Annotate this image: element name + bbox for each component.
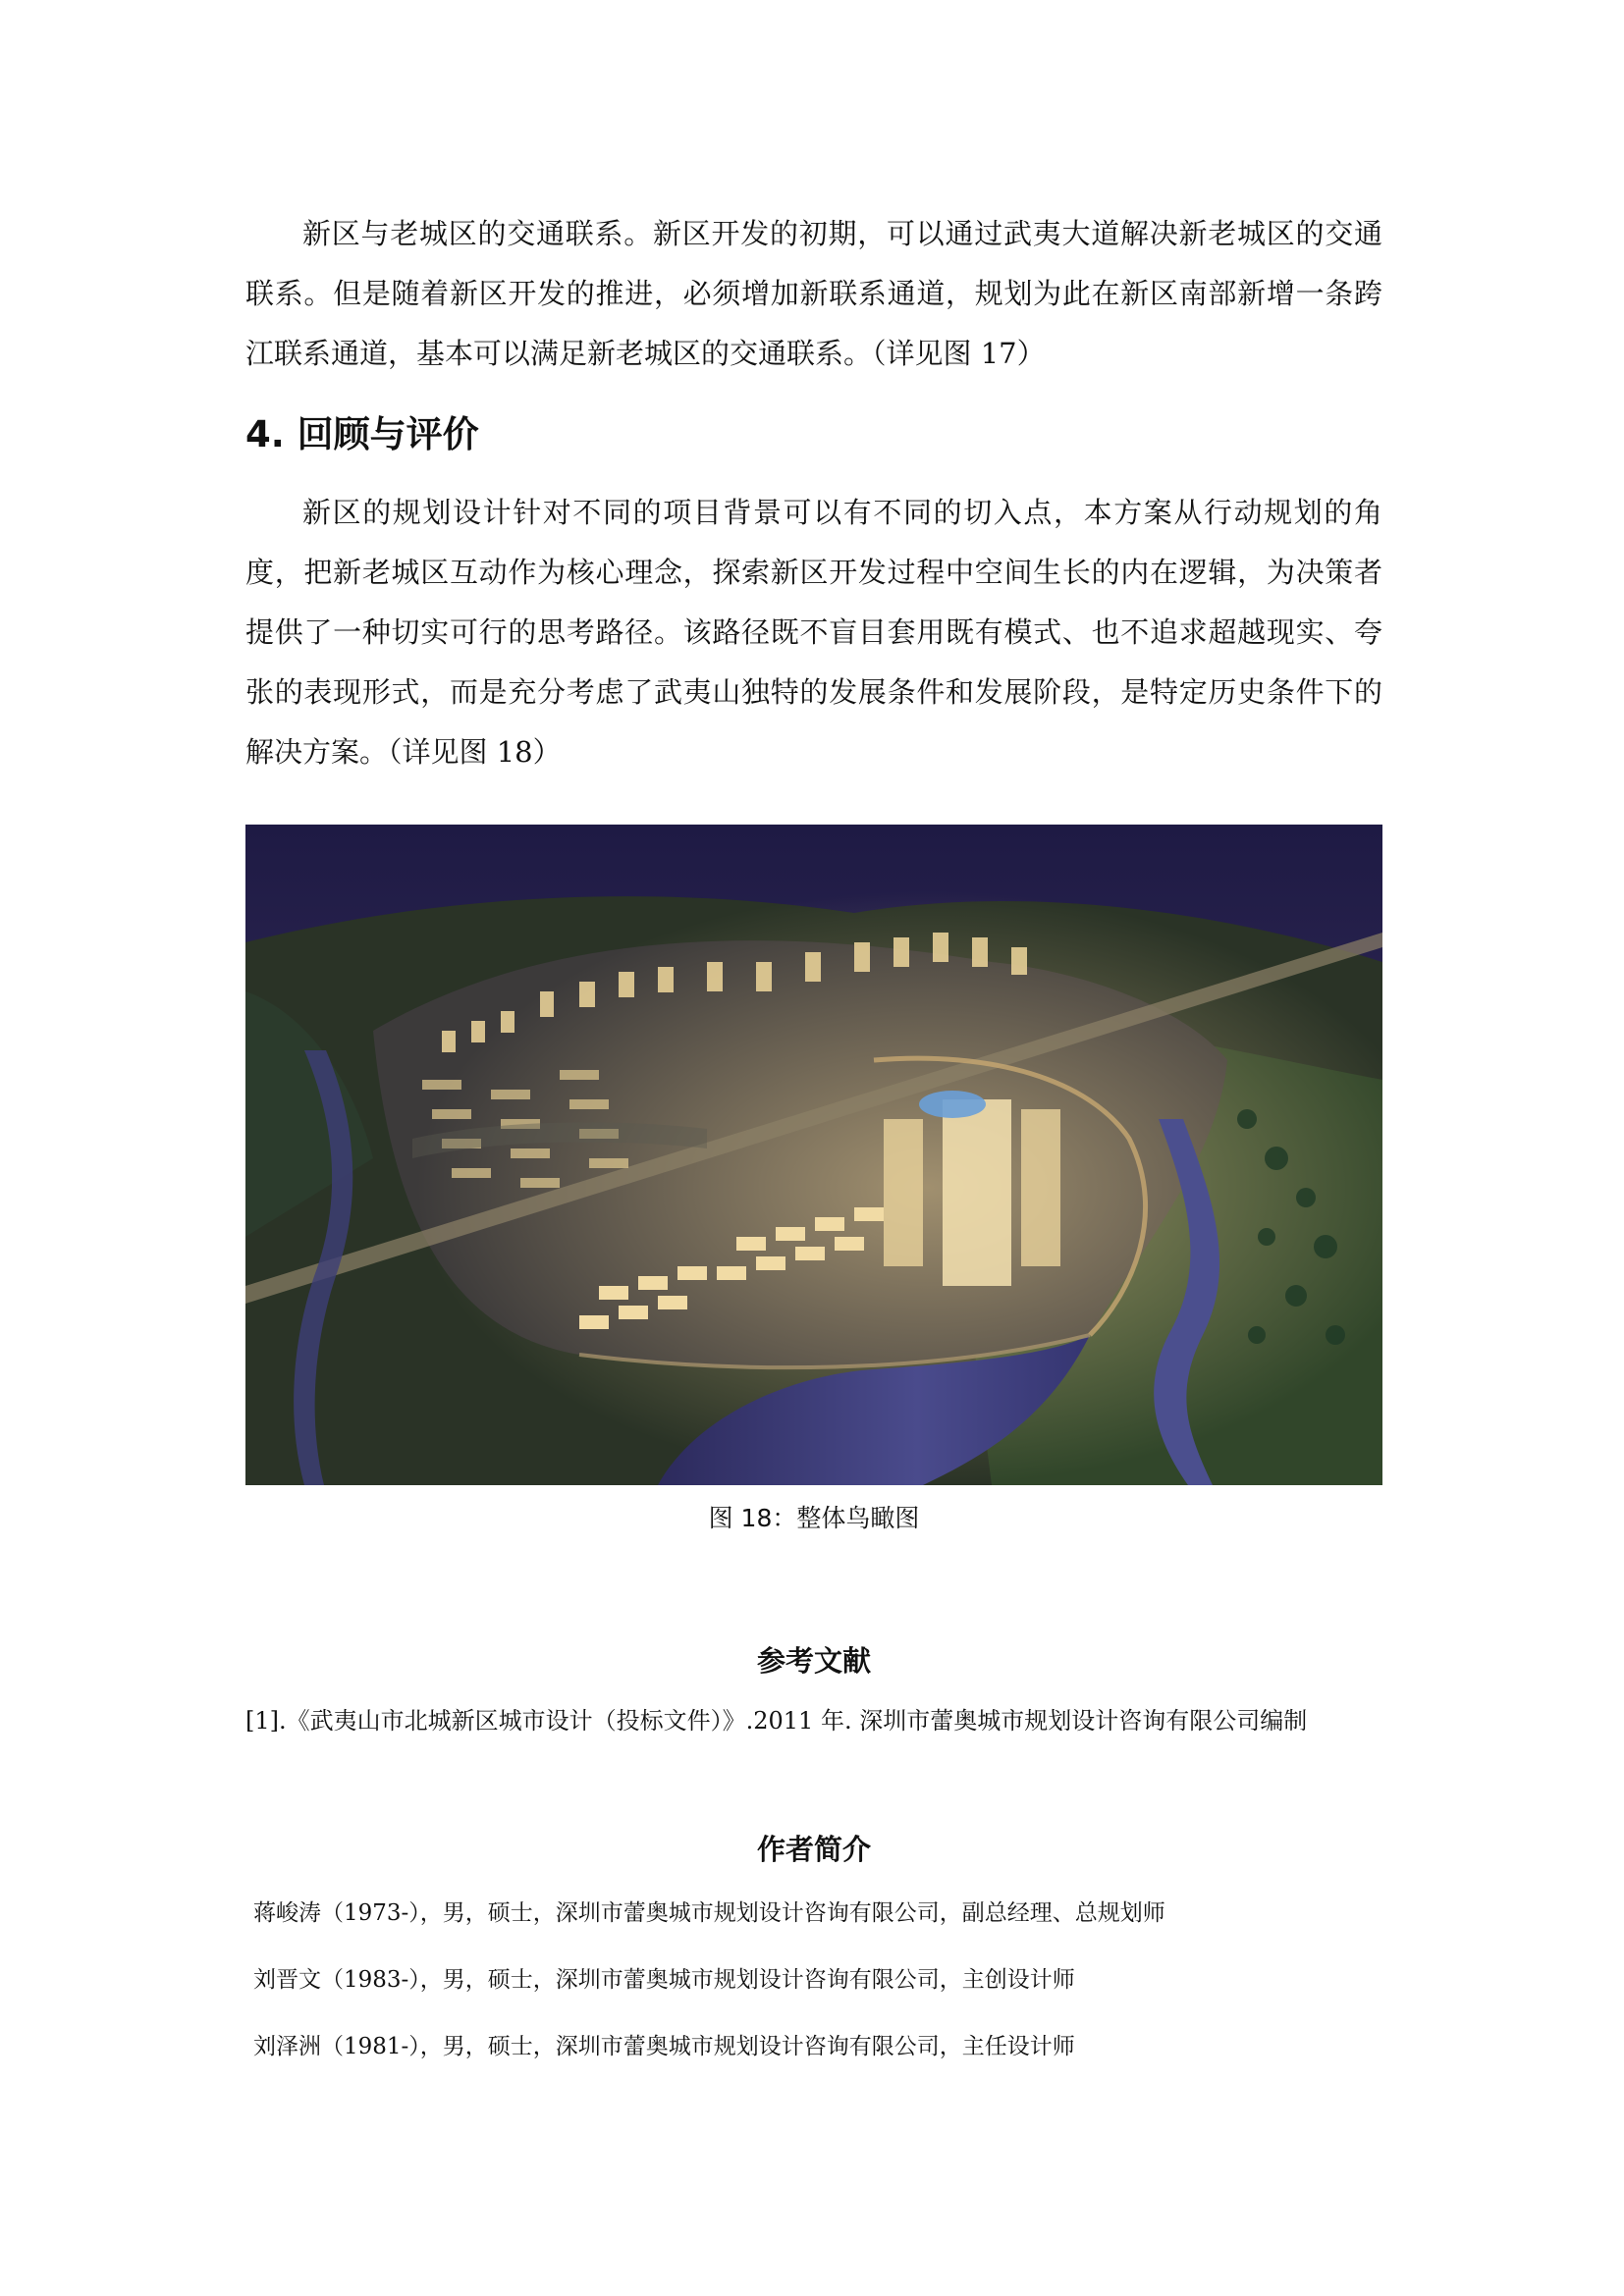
figure-caption: 图 18：整体鸟瞰图 bbox=[708, 1504, 920, 1532]
section-heading: 4. 回顾与评价 bbox=[245, 413, 479, 455]
body-paragraph-transport: 新区与老城区的交通联系。新区开发的初期，可以通过武夷大道解决新老城区的交通联系。但是随着新区开发的推进，必须增加新联系通道，规划为此在新区南部新增一条跨江联系通道，基本可以满足新老城区的交通联系。（详见图 17） bbox=[245, 217, 1382, 370]
central-axis bbox=[884, 1091, 1060, 1286]
aerial-rendering bbox=[245, 825, 1382, 1485]
author-bio: 刘晋文（1983-），男，硕士，深圳市蕾奥城市规划设计咨询有限公司，主创设计师 bbox=[253, 1967, 1075, 1993]
body-paragraph-review: 新区的规划设计针对不同的项目背景可以有不同的切入点，本方案从行动规划的角度，把新老城区互动作为核心理念，探索新区开发过程中空间生长的内在逻辑，为决策者提供了一种切实可行的思考路径。该路径既不盲目套用既有模式、也不追求超越现实、夸张的表现形式，而是充分考虑了武夷山独特的发展条件和发展阶段，是特定历史条件下的解决方案。（详见图 18） bbox=[245, 496, 1382, 769]
author-bio: 刘泽洲（1981-），男，硕士，深圳市蕾奥城市规划设计咨询有限公司，主任设计师 bbox=[253, 2034, 1075, 2059]
reference-item: [1].《武夷山市北城新区城市设计（投标文件）》.2011 年. 深圳市蕾奥城市规划设计咨询有限公司编制 bbox=[245, 1707, 1308, 1735]
references-title: 参考文献 bbox=[756, 1644, 871, 1678]
aerial-view-figure bbox=[245, 825, 1382, 1485]
author-bio: 蒋峻涛（1973-），男，硕士，深圳市蕾奥城市规划设计咨询有限公司，副总经理、总规划师 bbox=[253, 1900, 1165, 1926]
authors-title: 作者简介 bbox=[756, 1833, 871, 1866]
